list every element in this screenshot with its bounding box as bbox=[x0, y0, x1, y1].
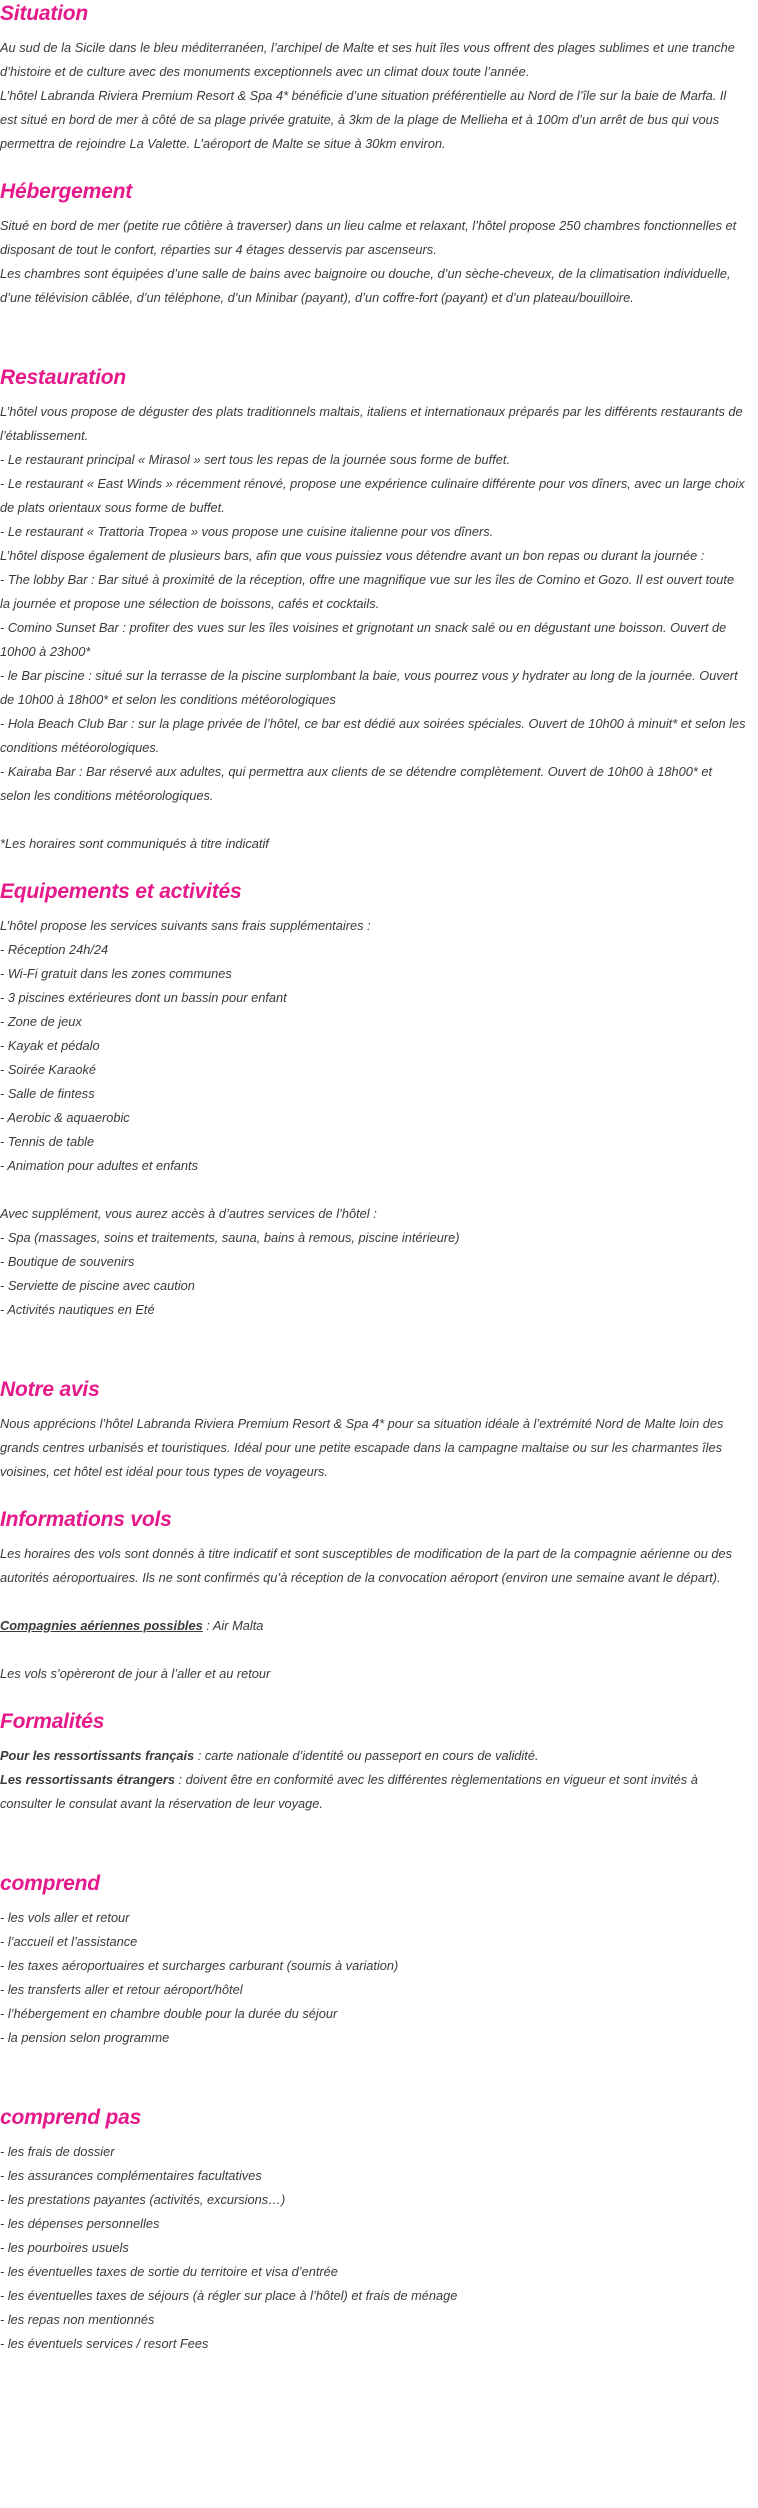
equipements-intro: L’hôtel propose les services suivants sans frais supplémentaires : bbox=[0, 918, 371, 933]
list-item: - les éventuels services / resort Fees bbox=[0, 2336, 209, 2351]
section-hebergement bbox=[0, 178, 746, 310]
comprend-list bbox=[0, 1906, 746, 2050]
section-vols bbox=[0, 1506, 746, 1686]
list-item: - Kayak et pédalo bbox=[0, 1038, 100, 1053]
formalites-francais-text: : carte nationale d’identité ou passeport en cours de validité. bbox=[194, 1748, 539, 1763]
section-comprend-pas bbox=[0, 2104, 746, 2356]
restauration-paragraph: - Kairaba Bar : Bar réservé aux adultes, qui permettra aux clients de se détendre complètement. Ouvert de 10h00 à 18h00* et selon les conditions météorologiques. bbox=[0, 764, 713, 803]
list-item: - les éventuelles taxes de séjours (à régler sur place à l’hôtel) et frais de ménage bbox=[0, 2288, 458, 2303]
hebergement-title: Hébergement bbox=[0, 180, 133, 203]
equipements-text bbox=[0, 914, 746, 1322]
list-item: - l’hébergement en chambre double pour la durée du séjour bbox=[0, 2006, 338, 2021]
list-item: - Réception 24h/24 bbox=[0, 942, 109, 957]
avis-text: Nous apprécions l’hôtel Labranda Riviera Premium Resort & Spa 4* pour sa situation idéale à l’extrémité Nord de Malte loin des grands centres urbanisés et touristiques. Idéal pour une petite escapade dans la campagne maltaise ou sur les charmantes îles voisines, cet hôtel est idéal pour tous types de voyageurs. bbox=[0, 1416, 724, 1479]
situation-paragraph: L’hôtel Labranda Riviera Premium Resort & Spa 4* bénéficie d’une situation préférentielle au Nord de l’île sur la baie de Marfa. Il est situé en bord de mer à côté de sa plage privée gratuite, à 3km de la plage de Mellieha et à 100m d’un arrêt de bus qui vous permettra de rejoindre La Valette. L’aéroport de Malte se situe à 30km environ. bbox=[0, 88, 727, 151]
situation-title: Situation bbox=[0, 2, 89, 25]
list-item: - Boutique de souvenirs bbox=[0, 1254, 135, 1269]
situation-paragraph: Au sud de la Sicile dans le bleu méditerranéen, l’archipel de Malte et ses huit îles vous offrent des plages sublimes et une tranche d’histoire et de culture avec des monuments exceptionnels avec un climat doux toute l’année. bbox=[0, 40, 735, 79]
vols-companies-label: Compagnies aériennes possibles bbox=[0, 1618, 203, 1633]
section-situation bbox=[0, 0, 746, 156]
section-restauration bbox=[0, 364, 746, 856]
section-equipements bbox=[0, 878, 746, 1322]
list-item: - les prestations payantes (activités, excursions…) bbox=[0, 2192, 286, 2207]
list-item: - les pourboires usuels bbox=[0, 2240, 129, 2255]
list-item: - les repas non mentionnés bbox=[0, 2312, 155, 2327]
list-item: - les frais de dossier bbox=[0, 2144, 115, 2159]
section-avis bbox=[0, 1376, 746, 1484]
list-item: - l’accueil et l’assistance bbox=[0, 1934, 138, 1949]
hebergement-paragraph: Les chambres sont équipées d’une salle de bains avec baignoire ou douche, d’un sèche-cheveux, de la climatisation individuelle, d’une télévision câblée, d’un téléphone, d’un Minibar (payant), d’un coffre-fort (payant) et d’un plateau/bouilloire. bbox=[0, 266, 731, 305]
list-item: - les éventuelles taxes de sortie du territoire et visa d’entrée bbox=[0, 2264, 338, 2279]
hebergement-paragraph: Situé en bord de mer (petite rue côtière à traverser) dans un lieu calme et relaxant, l’hôtel propose 250 chambres fonctionnelles et disposant de tout le confort, réparties sur 4 étages desservis par ascenseurs. bbox=[0, 218, 737, 257]
comprend-pas-title: comprend pas bbox=[0, 2106, 142, 2129]
section-comprend bbox=[0, 1870, 746, 2050]
list-item: - 3 piscines extérieures dont un bassin pour enfant bbox=[0, 990, 287, 1005]
situation-text bbox=[0, 36, 746, 156]
formalites-francais bbox=[0, 1744, 746, 1768]
list-item: - Activités nautiques en Eté bbox=[0, 1302, 155, 1317]
restauration-paragraph: - Hola Beach Club Bar : sur la plage privée de l’hôtel, ce bar est dédié aux soirées spéciales. Ouvert de 10h00 à minuit* et selon les conditions météorologiques. bbox=[0, 716, 746, 755]
vols-text bbox=[0, 1542, 746, 1686]
list-item: - Serviette de piscine avec caution bbox=[0, 1278, 195, 1293]
list-item: - les assurances complémentaires facultatives bbox=[0, 2168, 262, 2183]
restauration-paragraph: - Comino Sunset Bar : profiter des vues sur les îles voisines et grignotant un snack salé ou en dégustant une boisson. Ouvert de 10h00 à 23h00* bbox=[0, 620, 727, 659]
restauration-note: *Les horaires sont communiqués à titre indicatif bbox=[0, 836, 269, 851]
vols-title: Informations vols bbox=[0, 1508, 172, 1531]
restauration-paragraph: - Le restaurant « Trattoria Tropea » vous propose une cuisine italienne pour vos dîners. bbox=[0, 524, 494, 539]
restauration-paragraph: L’hôtel dispose également de plusieurs bars, afin que vous puissiez vous détendre avant un bon repas ou durant la journée : bbox=[0, 548, 705, 563]
equipements-paid-intro: Avec supplément, vous aurez accès à d’autres services de l’hôtel : bbox=[0, 1206, 377, 1221]
list-item: - les taxes aéroportuaires et surcharges carburant (soumis à variation) bbox=[0, 1958, 399, 1973]
list-item: - Wi-Fi gratuit dans les zones communes bbox=[0, 966, 232, 981]
list-item: - les vols aller et retour bbox=[0, 1910, 130, 1925]
list-item: - Animation pour adultes et enfants bbox=[0, 1158, 198, 1173]
formalites-etrangers-label: Les ressortissants étrangers bbox=[0, 1772, 175, 1787]
restauration-paragraph: - The lobby Bar : Bar situé à proximité de la réception, offre une magnifique vue sur les îles de Comino et Gozo. Il est ouvert toute la journée et propose une sélection de boissons, cafés et cocktails. bbox=[0, 572, 735, 611]
formalites-francais-label: Pour les ressortissants français bbox=[0, 1748, 195, 1763]
section-formalites bbox=[0, 1708, 746, 1816]
restauration-text bbox=[0, 400, 746, 856]
restauration-title: Restauration bbox=[0, 366, 126, 389]
list-item: - Tennis de table bbox=[0, 1134, 95, 1149]
list-item: - les dépenses personnelles bbox=[0, 2216, 160, 2231]
formalites-etrangers bbox=[0, 1768, 746, 1816]
formalites-etrangers-text: : doivent être en conformité avec les différentes règlementations en vigueur et sont invités à consulter le consulat avant la réservation de leur voyage. bbox=[0, 1772, 698, 1811]
list-item: - les transferts aller et retour aéroport/hôtel bbox=[0, 1982, 243, 1997]
list-item: - Soirée Karaoké bbox=[0, 1062, 97, 1077]
vols-companies-value: : Air Malta bbox=[202, 1618, 264, 1633]
restauration-paragraph: L’hôtel vous propose de déguster des plats traditionnels maltais, italiens et internationaux préparés par les différents restaurants de l’établissement. bbox=[0, 404, 743, 443]
comprend-title: comprend bbox=[0, 1872, 100, 1895]
list-item: - la pension selon programme bbox=[0, 2030, 170, 2045]
restauration-paragraph: - le Bar piscine : situé sur la terrasse de la piscine surplombant la baie, vous pourrez vous y hydrater au long de la journée. Ouvert de 10h00 à 18h00* et selon les conditions météorologiques bbox=[0, 668, 738, 707]
list-item: - Aerobic & aquaerobic bbox=[0, 1110, 130, 1125]
vols-description: Les horaires des vols sont donnés à titre indicatif et sont susceptibles de modification de la part de la compagnie aérienne ou des autorités aéroportuaires. Ils ne sont confirmés qu’à réception de la convocation aéroport (environ une semaine avant le départ). bbox=[0, 1546, 732, 1585]
vols-schedule: Les vols s’opèreront de jour à l’aller et au retour bbox=[0, 1666, 271, 1681]
restauration-paragraph: - Le restaurant principal « Mirasol » sert tous les repas de la journée sous forme de buffet. bbox=[0, 452, 511, 467]
vols-companies bbox=[0, 1614, 746, 1638]
formalites-text bbox=[0, 1744, 746, 1816]
list-item: - Salle de fintess bbox=[0, 1086, 95, 1101]
formalites-title: Formalités bbox=[0, 1710, 105, 1733]
avis-title: Notre avis bbox=[0, 1378, 100, 1401]
hebergement-text bbox=[0, 214, 746, 310]
list-item: - Zone de jeux bbox=[0, 1014, 82, 1029]
equipements-title: Equipements et activités bbox=[0, 880, 242, 903]
list-item: - Spa (massages, soins et traitements, sauna, bains à remous, piscine intérieure) bbox=[0, 1230, 460, 1245]
restauration-paragraph: - Le restaurant « East Winds » récemment rénové, propose une expérience culinaire différente pour vos dîners, avec un large choix de plats orientaux sous forme de buffet. bbox=[0, 476, 745, 515]
comprend-pas-list bbox=[0, 2140, 746, 2356]
